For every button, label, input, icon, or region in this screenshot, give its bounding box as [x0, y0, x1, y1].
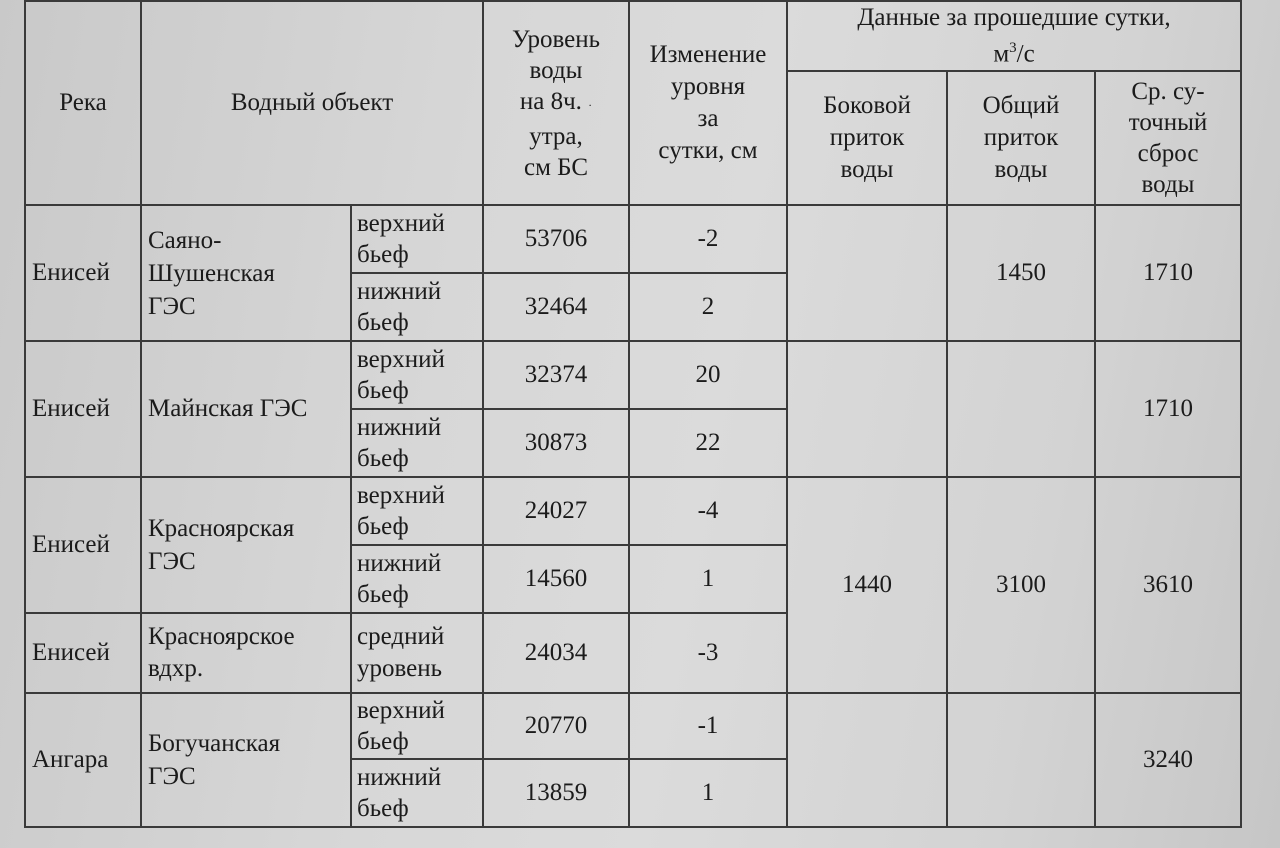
object-cell: Майнская ГЭС	[141, 341, 351, 477]
header-water-object: Водный объект	[141, 1, 483, 205]
header-avg-discharge: Ср. су- точный сброс воды	[1095, 71, 1241, 205]
change-cell: -3	[629, 613, 787, 693]
table-row	[25, 205, 1241, 273]
header-lateral-inflow: Боковой приток воды	[787, 71, 947, 205]
header-river: Река	[25, 1, 141, 205]
tier-cell: верхний бьеф	[351, 341, 483, 409]
lateral-inflow-cell	[787, 693, 947, 827]
lateral-inflow-cell	[787, 205, 947, 341]
tier-cell: нижний бьеф	[351, 409, 483, 477]
change-cell: -4	[629, 477, 787, 545]
river-cell: Енисей	[25, 341, 141, 477]
level-cell: 24034	[483, 613, 629, 693]
river-cell: Енисей	[25, 613, 141, 693]
level-cell: 14560	[483, 545, 629, 613]
total-inflow-cell: 1450	[947, 205, 1095, 341]
header-water-level: Уровень воды на 8ч. · утра, см БС	[483, 1, 629, 205]
change-cell: 22	[629, 409, 787, 477]
change-cell: 1	[629, 545, 787, 613]
level-cell: 13859	[483, 759, 629, 827]
level-cell: 53706	[483, 205, 629, 273]
level-cell: 20770	[483, 693, 629, 759]
change-cell: -1	[629, 693, 787, 759]
tier-cell: нижний бьеф	[351, 545, 483, 613]
tier-cell: верхний бьеф	[351, 205, 483, 273]
discharge-cell: 1710	[1095, 341, 1241, 477]
change-cell: 1	[629, 759, 787, 827]
object-cell: Красноярская ГЭС	[141, 477, 351, 613]
total-inflow-cell: 3100	[947, 477, 1095, 693]
object-cell: Красноярское вдхр.	[141, 613, 351, 693]
table-row	[25, 693, 1241, 759]
river-cell: Енисей	[25, 205, 141, 341]
tier-cell: нижний бьеф	[351, 759, 483, 827]
discharge-cell: 3610	[1095, 477, 1241, 693]
tier-cell: верхний бьеф	[351, 693, 483, 759]
table-row	[25, 341, 1241, 409]
river-cell: Енисей	[25, 477, 141, 613]
level-cell: 32374	[483, 341, 629, 409]
table-body	[25, 205, 1241, 827]
change-cell: 2	[629, 273, 787, 341]
tier-cell: средний уровень	[351, 613, 483, 693]
tier-cell: нижний бьеф	[351, 273, 483, 341]
table-row	[25, 477, 1241, 545]
header-total-inflow: Общий приток воды	[947, 71, 1095, 205]
object-cell: Саяно- Шушенская ГЭС	[141, 205, 351, 341]
change-cell: -2	[629, 205, 787, 273]
object-cell: Богучанская ГЭС	[141, 693, 351, 827]
lateral-inflow-cell	[787, 341, 947, 477]
lateral-inflow-cell: 1440	[787, 477, 947, 693]
river-cell: Ангара	[25, 693, 141, 827]
level-cell: 32464	[483, 273, 629, 341]
table-header	[25, 1, 1241, 205]
tier-cell: верхний бьеф	[351, 477, 483, 545]
header-level-change: Изменение уровня за сутки, см	[629, 1, 787, 205]
header-daily-data: Данные за прошедшие сутки, $м^3/с$	[787, 1, 1241, 71]
level-cell: 30873	[483, 409, 629, 477]
discharge-cell: 1710	[1095, 205, 1241, 341]
discharge-cell: 3240	[1095, 693, 1241, 827]
change-cell: 20	[629, 341, 787, 409]
level-cell: 24027	[483, 477, 629, 545]
total-inflow-cell	[947, 693, 1095, 827]
total-inflow-cell	[947, 341, 1095, 477]
water-level-table	[24, 0, 1242, 828]
